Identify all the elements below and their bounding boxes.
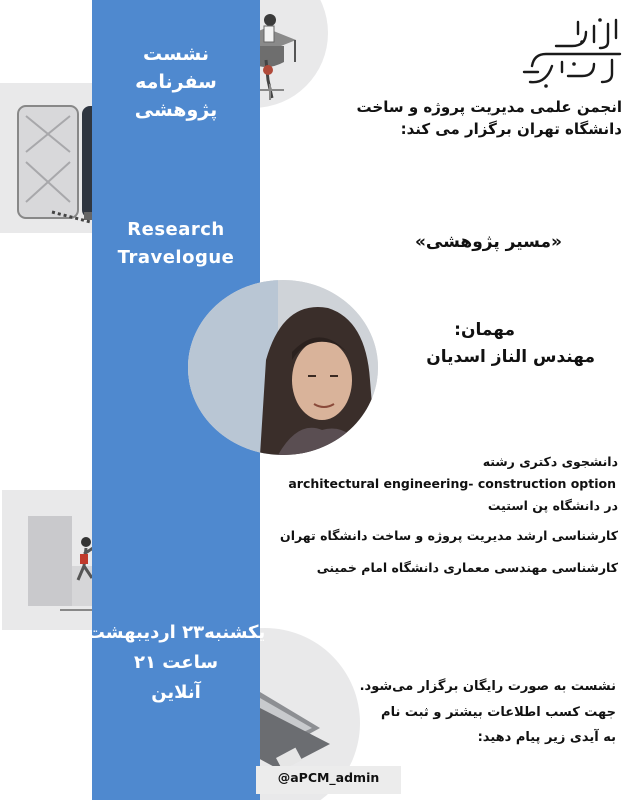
organization-logo: [516, 12, 626, 92]
event-date-time: [86, 618, 266, 708]
session-title-line2: سفرنامه پژوهشی: [134, 71, 218, 121]
note-line: به آیدی زیر پیام دهید:: [477, 730, 616, 745]
event-time: ساعت ۲۱: [133, 652, 219, 673]
note-line: جهت کسب اطلاعات بیشتر و ثبت نام: [381, 705, 616, 720]
session-title: [92, 40, 260, 124]
english-title-line1: Research: [127, 219, 225, 240]
english-title-line2: Travelogue: [117, 247, 235, 268]
contact-handle[interactable]: @aPCM_admin: [277, 770, 380, 785]
event-name: «مسیر پژوهشی»: [414, 232, 562, 252]
event-date: یکشنبه۲۳ اردیبهشت: [86, 622, 266, 643]
bio-line-english: architectural engineering- construction option: [288, 476, 616, 491]
guest-name: مهندس الناز اسدیان: [426, 347, 595, 367]
organizer-line2: دانشگاه تهران برگزار می کند:: [400, 120, 622, 138]
bio-line: دانشجوی دکتری رشته: [482, 454, 618, 469]
organizer-line1: انجمن علمی مدیریت پروژه و ساخت: [356, 98, 622, 116]
guest-portrait-icon: [188, 280, 378, 455]
english-title: [92, 216, 260, 272]
session-title-line1: نشست: [143, 43, 209, 65]
event-format: آنلاین: [151, 682, 201, 703]
organizer-text: [282, 96, 622, 140]
guest-portrait: [188, 280, 378, 455]
bio-line: کارشناسی ارشد مدیریت پروژه و ساخت دانشگاه تهران: [280, 528, 618, 543]
guest-label: مهمان:: [454, 320, 515, 340]
note-line: نشست به صورت رایگان برگزار می‌شود.: [359, 679, 616, 694]
bio-line: کارشناسی مهندسی معماری دانشگاه امام خمینی: [316, 560, 618, 575]
bio-line: در دانشگاه پن استیت: [487, 498, 618, 513]
